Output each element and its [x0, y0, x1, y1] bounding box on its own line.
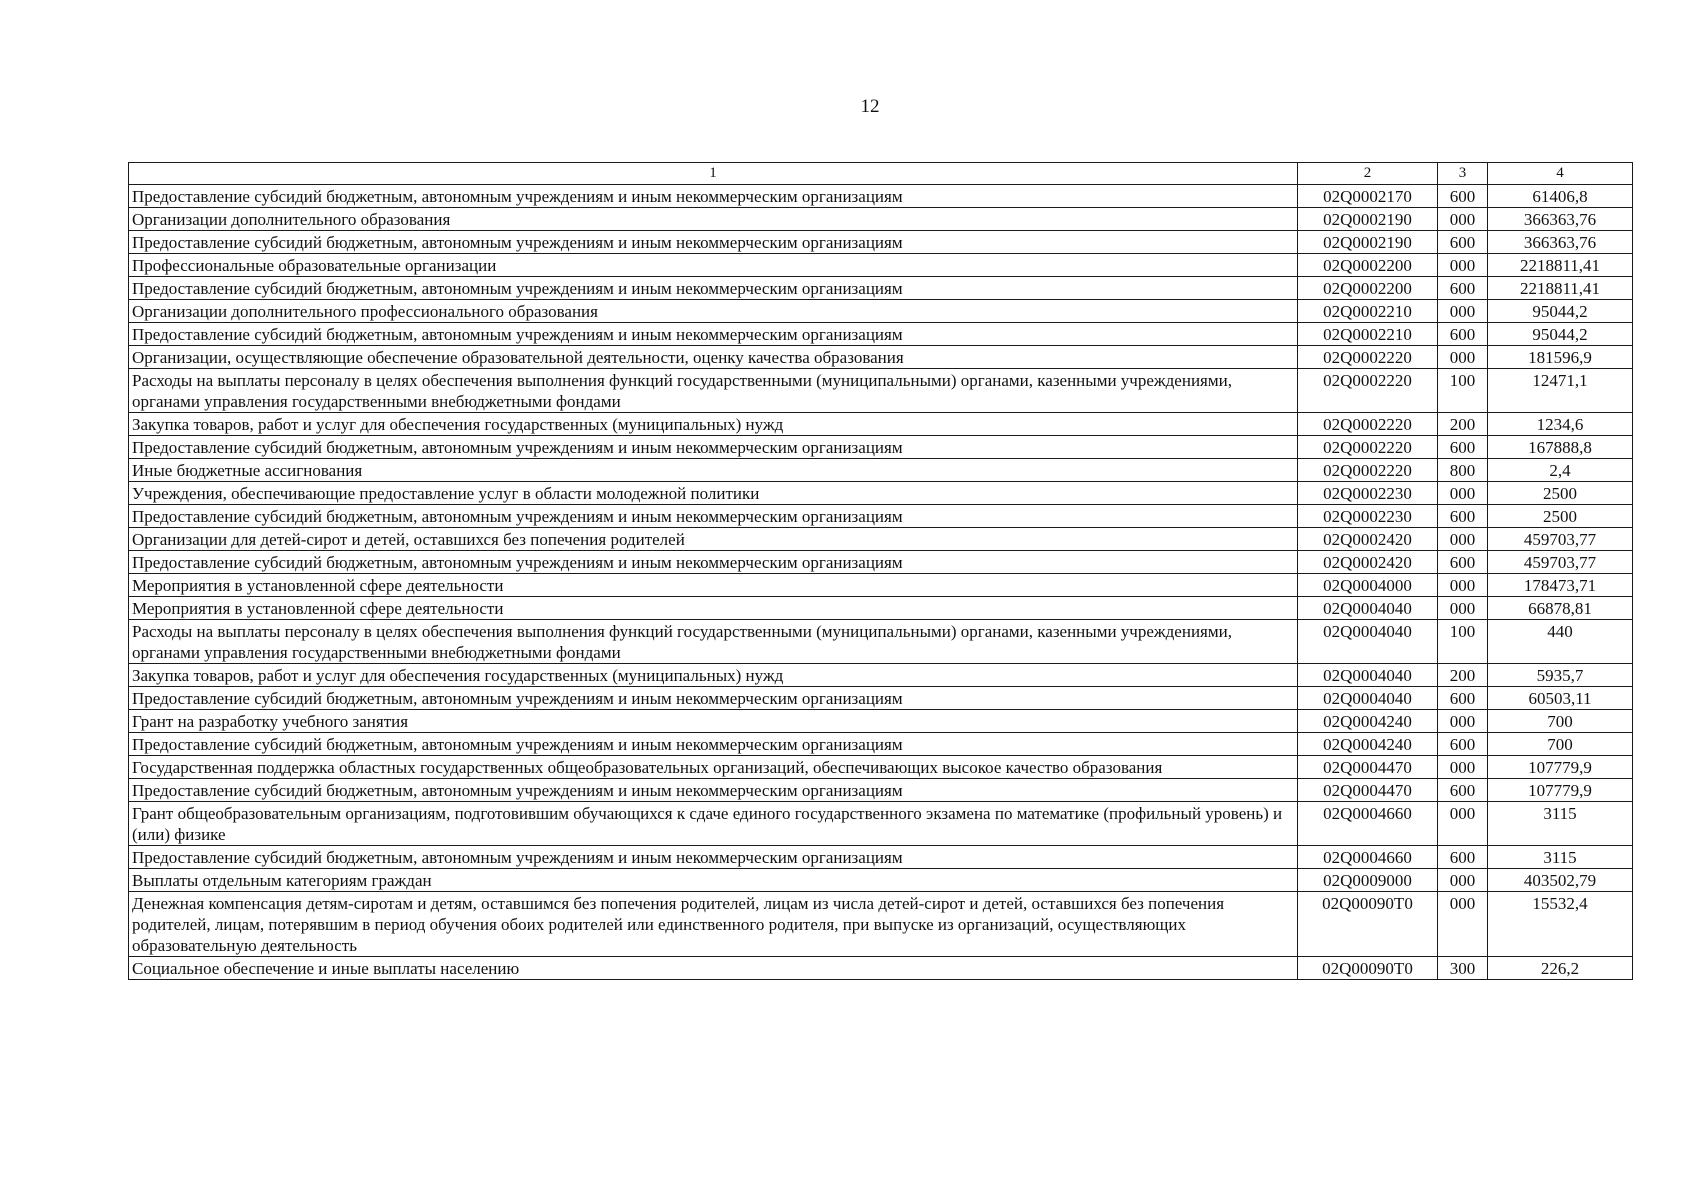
row-amount-cell: 403502,79	[1488, 869, 1633, 892]
row-type-cell: 000	[1438, 346, 1488, 369]
row-type-cell: 000	[1438, 892, 1488, 957]
row-name-cell: Предоставление субсидий бюджетным, автономным учреждениям и иным некоммерческим организациям	[129, 779, 1298, 802]
table-row	[129, 664, 1633, 687]
row-type-cell: 600	[1438, 436, 1488, 459]
row-amount-cell: 226,2	[1488, 957, 1633, 980]
row-code-cell: 02Q0009000	[1298, 869, 1438, 892]
row-type-cell: 100	[1438, 620, 1488, 664]
row-type-cell: 600	[1438, 551, 1488, 574]
row-name-cell: Организации дополнительного образования	[129, 208, 1298, 231]
row-code-cell: 02Q0004470	[1298, 756, 1438, 779]
row-amount-cell: 2500	[1488, 482, 1633, 505]
table-row	[129, 413, 1633, 436]
row-name-cell: Организации, осуществляющие обеспечение образовательной деятельности, оценку качества образования	[129, 346, 1298, 369]
table-row	[129, 687, 1633, 710]
row-name-cell: Предоставление субсидий бюджетным, автономным учреждениям и иным некоммерческим организациям	[129, 436, 1298, 459]
row-name-cell: Предоставление субсидий бюджетным, автономным учреждениям и иным некоммерческим организациям	[129, 505, 1298, 528]
row-type-cell: 600	[1438, 846, 1488, 869]
table-row	[129, 710, 1633, 733]
row-code-cell: 02Q00090Т0	[1298, 892, 1438, 957]
row-amount-cell: 95044,2	[1488, 300, 1633, 323]
row-type-cell: 300	[1438, 957, 1488, 980]
row-name-cell: Предоставление субсидий бюджетным, автономным учреждениям и иным некоммерческим организациям	[129, 551, 1298, 574]
row-name-cell: Предоставление субсидий бюджетным, автономным учреждениям и иным некоммерческим организациям	[129, 687, 1298, 710]
row-type-cell: 800	[1438, 459, 1488, 482]
row-type-cell: 600	[1438, 185, 1488, 208]
row-name-cell: Денежная компенсация детям-сиротам и детям, оставшимся без попечения родителей, лицам из числа детей-сирот и детей, оставшихся без попечения родителей, лицам, потерявшим в период обучения обоих родителей или единственного родителя, при выпуске из организаций, осуществляющих образовательную деятельность	[129, 892, 1298, 957]
row-name-cell: Социальное обеспечение и иные выплаты населению	[129, 957, 1298, 980]
row-amount-cell: 12471,1	[1488, 369, 1633, 413]
row-amount-cell: 66878,81	[1488, 597, 1633, 620]
row-type-cell: 200	[1438, 664, 1488, 687]
row-amount-cell: 15532,4	[1488, 892, 1633, 957]
table-row	[129, 802, 1633, 846]
row-name-cell: Расходы на выплаты персоналу в целях обеспечения выполнения функций государственными (муниципальными) органами, казенными учреждениями, органами управления государственными внебюджетными фондами	[129, 369, 1298, 413]
row-code-cell: 02Q0002220	[1298, 459, 1438, 482]
row-code-cell: 02Q0002230	[1298, 482, 1438, 505]
row-code-cell: 02Q0002230	[1298, 505, 1438, 528]
row-type-cell: 600	[1438, 505, 1488, 528]
row-amount-cell: 2218811,41	[1488, 277, 1633, 300]
row-amount-cell: 459703,77	[1488, 551, 1633, 574]
table-row	[129, 459, 1633, 482]
row-amount-cell: 107779,9	[1488, 779, 1633, 802]
table-row	[129, 551, 1633, 574]
row-type-cell: 200	[1438, 413, 1488, 436]
table-row	[129, 300, 1633, 323]
row-amount-cell: 5935,7	[1488, 664, 1633, 687]
row-name-cell: Закупка товаров, работ и услуг для обеспечения государственных (муниципальных) нужд	[129, 664, 1298, 687]
row-name-cell: Учреждения, обеспечивающие предоставление услуг в области молодежной политики	[129, 482, 1298, 505]
row-name-cell: Грант общеобразовательным организациям, подготовившим обучающихся к сдаче единого государственного экзамена по математике (профильный уровень) и (или) физике	[129, 802, 1298, 846]
row-name-cell: Предоставление субсидий бюджетным, автономным учреждениям и иным некоммерческим организациям	[129, 323, 1298, 346]
row-code-cell: 02Q0004000	[1298, 574, 1438, 597]
row-name-cell: Предоставление субсидий бюджетным, автономным учреждениям и иным некоммерческим организациям	[129, 185, 1298, 208]
row-type-cell: 100	[1438, 369, 1488, 413]
row-code-cell: 02Q00090Т0	[1298, 957, 1438, 980]
row-amount-cell: 440	[1488, 620, 1633, 664]
row-name-cell: Мероприятия в установленной сфере деятельности	[129, 574, 1298, 597]
row-amount-cell: 366363,76	[1488, 208, 1633, 231]
table-row	[129, 574, 1633, 597]
row-amount-cell: 107779,9	[1488, 756, 1633, 779]
row-amount-cell: 2500	[1488, 505, 1633, 528]
row-code-cell: 02Q0002190	[1298, 231, 1438, 254]
row-code-cell: 02Q0002220	[1298, 369, 1438, 413]
row-code-cell: 02Q0004660	[1298, 846, 1438, 869]
row-name-cell: Государственная поддержка областных государственных общеобразовательных организаций, обеспечивающих высокое качество образования	[129, 756, 1298, 779]
row-type-cell: 600	[1438, 323, 1488, 346]
row-name-cell: Предоставление субсидий бюджетным, автономным учреждениям и иным некоммерческим организациям	[129, 846, 1298, 869]
row-type-cell: 000	[1438, 208, 1488, 231]
header-row	[129, 163, 1633, 185]
row-type-cell: 000	[1438, 482, 1488, 505]
row-type-cell: 600	[1438, 231, 1488, 254]
table-row	[129, 620, 1633, 664]
row-code-cell: 02Q0004040	[1298, 597, 1438, 620]
row-type-cell: 000	[1438, 802, 1488, 846]
row-amount-cell: 1234,6	[1488, 413, 1633, 436]
row-type-cell: 000	[1438, 254, 1488, 277]
table-row	[129, 231, 1633, 254]
row-name-cell: Закупка товаров, работ и услуг для обеспечения государственных (муниципальных) нужд	[129, 413, 1298, 436]
row-name-cell: Предоставление субсидий бюджетным, автономным учреждениям и иным некоммерческим организациям	[129, 277, 1298, 300]
row-type-cell: 000	[1438, 300, 1488, 323]
row-amount-cell: 178473,71	[1488, 574, 1633, 597]
row-code-cell: 02Q0004240	[1298, 733, 1438, 756]
row-code-cell: 02Q0002210	[1298, 300, 1438, 323]
row-type-cell: 600	[1438, 687, 1488, 710]
table-row	[129, 323, 1633, 346]
row-code-cell: 02Q0004040	[1298, 664, 1438, 687]
table-row	[129, 505, 1633, 528]
column-header-type: 3	[1438, 163, 1488, 185]
row-name-cell: Грант на разработку учебного занятия	[129, 710, 1298, 733]
row-name-cell: Мероприятия в установленной сфере деятельности	[129, 597, 1298, 620]
row-code-cell: 02Q0004660	[1298, 802, 1438, 846]
row-code-cell: 02Q0002210	[1298, 323, 1438, 346]
table-row	[129, 597, 1633, 620]
table-row	[129, 436, 1633, 459]
row-code-cell: 02Q0002200	[1298, 254, 1438, 277]
row-amount-cell: 60503,11	[1488, 687, 1633, 710]
row-code-cell: 02Q0002170	[1298, 185, 1438, 208]
row-type-cell: 000	[1438, 597, 1488, 620]
row-amount-cell: 459703,77	[1488, 528, 1633, 551]
table-row	[129, 846, 1633, 869]
row-code-cell: 02Q0002200	[1298, 277, 1438, 300]
row-code-cell: 02Q0002220	[1298, 413, 1438, 436]
table-row	[129, 346, 1633, 369]
table-row	[129, 208, 1633, 231]
row-amount-cell: 3115	[1488, 802, 1633, 846]
budget-table	[128, 162, 1633, 980]
table-row	[129, 185, 1633, 208]
row-code-cell: 02Q0002220	[1298, 436, 1438, 459]
row-code-cell: 02Q0004470	[1298, 779, 1438, 802]
page-number: 12	[860, 96, 880, 117]
table-row	[129, 957, 1633, 980]
table-row	[129, 733, 1633, 756]
row-name-cell: Расходы на выплаты персоналу в целях обеспечения выполнения функций государственными (муниципальными) органами, казенными учреждениями, органами управления государственными внебюджетными фондами	[129, 620, 1298, 664]
row-name-cell: Предоставление субсидий бюджетным, автономным учреждениям и иным некоммерческим организациям	[129, 231, 1298, 254]
row-type-cell: 000	[1438, 574, 1488, 597]
row-code-cell: 02Q0002190	[1298, 208, 1438, 231]
row-amount-cell: 181596,9	[1488, 346, 1633, 369]
table-row	[129, 369, 1633, 413]
row-name-cell: Выплаты отдельным категориям граждан	[129, 869, 1298, 892]
column-header-name: 1	[129, 163, 1298, 185]
row-name-cell: Иные бюджетные ассигнования	[129, 459, 1298, 482]
row-amount-cell: 700	[1488, 710, 1633, 733]
table-body	[129, 185, 1633, 980]
table-row	[129, 528, 1633, 551]
row-amount-cell: 3115	[1488, 846, 1633, 869]
row-amount-cell: 700	[1488, 733, 1633, 756]
row-type-cell: 600	[1438, 779, 1488, 802]
row-amount-cell: 366363,76	[1488, 231, 1633, 254]
row-amount-cell: 2218811,41	[1488, 254, 1633, 277]
row-code-cell: 02Q0004240	[1298, 710, 1438, 733]
row-type-cell: 000	[1438, 528, 1488, 551]
row-type-cell: 600	[1438, 277, 1488, 300]
table-row	[129, 756, 1633, 779]
table-row	[129, 277, 1633, 300]
row-code-cell: 02Q0002420	[1298, 528, 1438, 551]
table-row	[129, 869, 1633, 892]
column-header-amount: 4	[1488, 163, 1633, 185]
row-name-cell: Предоставление субсидий бюджетным, автономным учреждениям и иным некоммерческим организациям	[129, 733, 1298, 756]
row-amount-cell: 2,4	[1488, 459, 1633, 482]
row-type-cell: 600	[1438, 733, 1488, 756]
row-amount-cell: 95044,2	[1488, 323, 1633, 346]
row-name-cell: Организации дополнительного профессионального образования	[129, 300, 1298, 323]
row-code-cell: 02Q0002220	[1298, 346, 1438, 369]
table-row	[129, 482, 1633, 505]
row-amount-cell: 167888,8	[1488, 436, 1633, 459]
row-name-cell: Организации для детей-сирот и детей, оставшихся без попечения родителей	[129, 528, 1298, 551]
row-code-cell: 02Q0004040	[1298, 687, 1438, 710]
table-row	[129, 892, 1633, 957]
row-type-cell: 000	[1438, 710, 1488, 733]
row-name-cell: Профессиональные образовательные организации	[129, 254, 1298, 277]
table-row	[129, 779, 1633, 802]
column-header-code: 2	[1298, 163, 1438, 185]
table-row	[129, 254, 1633, 277]
row-type-cell: 000	[1438, 869, 1488, 892]
row-type-cell: 000	[1438, 756, 1488, 779]
row-code-cell: 02Q0004040	[1298, 620, 1438, 664]
row-amount-cell: 61406,8	[1488, 185, 1633, 208]
row-code-cell: 02Q0002420	[1298, 551, 1438, 574]
